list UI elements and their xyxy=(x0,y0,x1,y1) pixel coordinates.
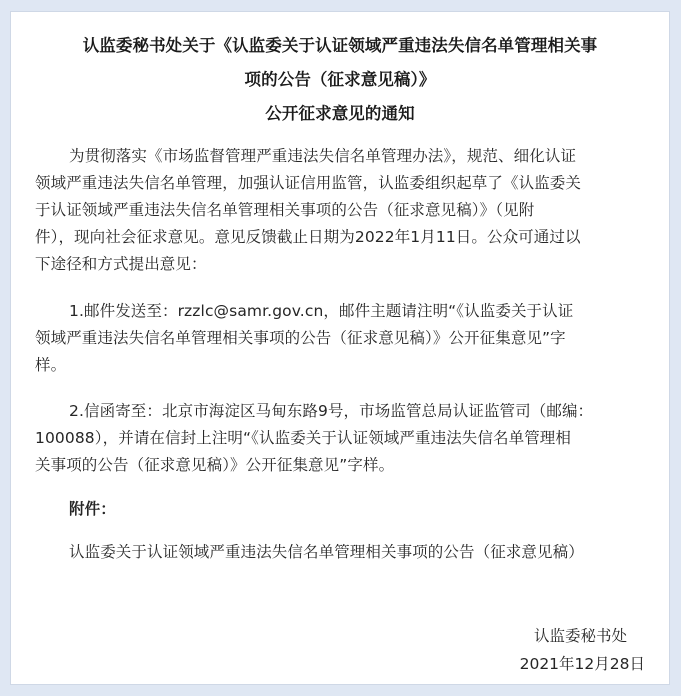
intro-line: 件），现向社会征求意见。意见反馈截止日期为2022年1月11日。公众可通过以 xyxy=(35,228,581,246)
item-1-line: 1.邮件发送至：rzzlc@samr.gov.cn，邮件主题请注明“《认监委关于认证 xyxy=(69,302,574,320)
title-line-3: 公开征求意见的通知 xyxy=(265,104,415,123)
item-2-line: 2.信函寄至：北京市海淀区马甸东路9号，市场监管总局认证监管司（邮编： xyxy=(69,402,594,420)
intro-line: 为贯彻落实《市场监督管理严重违法失信名单管理办法》，规范、细化认证 xyxy=(69,147,577,165)
attachment-link[interactable]: 认监委关于认证领域严重违法失信名单管理相关事项的公告（征求意见稿） xyxy=(69,543,584,561)
signature: 认监委秘书处 xyxy=(533,627,627,645)
intro-line: 下途径和方式提出意见： xyxy=(35,255,207,273)
date: 2021年12月28日 xyxy=(519,655,645,673)
intro-line: 领域严重违法失信名单管理，加强认证信用监管，认监委组织起草了《认监委关 xyxy=(35,174,582,192)
item-2-line: 关事项的公告（征求意见稿）》公开征集意见”字样。 xyxy=(35,456,395,474)
item-2-line: 100088），并请在信封上注明“《认监委关于认证领域严重违法失信名单管理相 xyxy=(35,429,572,447)
title-line-2: 项的公告（征求意见稿）》 xyxy=(244,70,436,89)
item-1-line: 样。 xyxy=(35,356,67,374)
item-1-line: 领域严重违法失信名单管理相关事项的公告（征求意见稿）》公开征集意见”字 xyxy=(35,329,566,347)
attachment-label: 附件： xyxy=(69,500,116,518)
title-line-1: 认监委秘书处关于《认监委关于认证领域严重违法失信名单管理相关事 xyxy=(82,36,598,55)
intro-line: 于认证领域严重违法失信名单管理相关事项的公告（征求意见稿）》（见附 xyxy=(35,201,535,219)
document-page xyxy=(10,11,670,685)
